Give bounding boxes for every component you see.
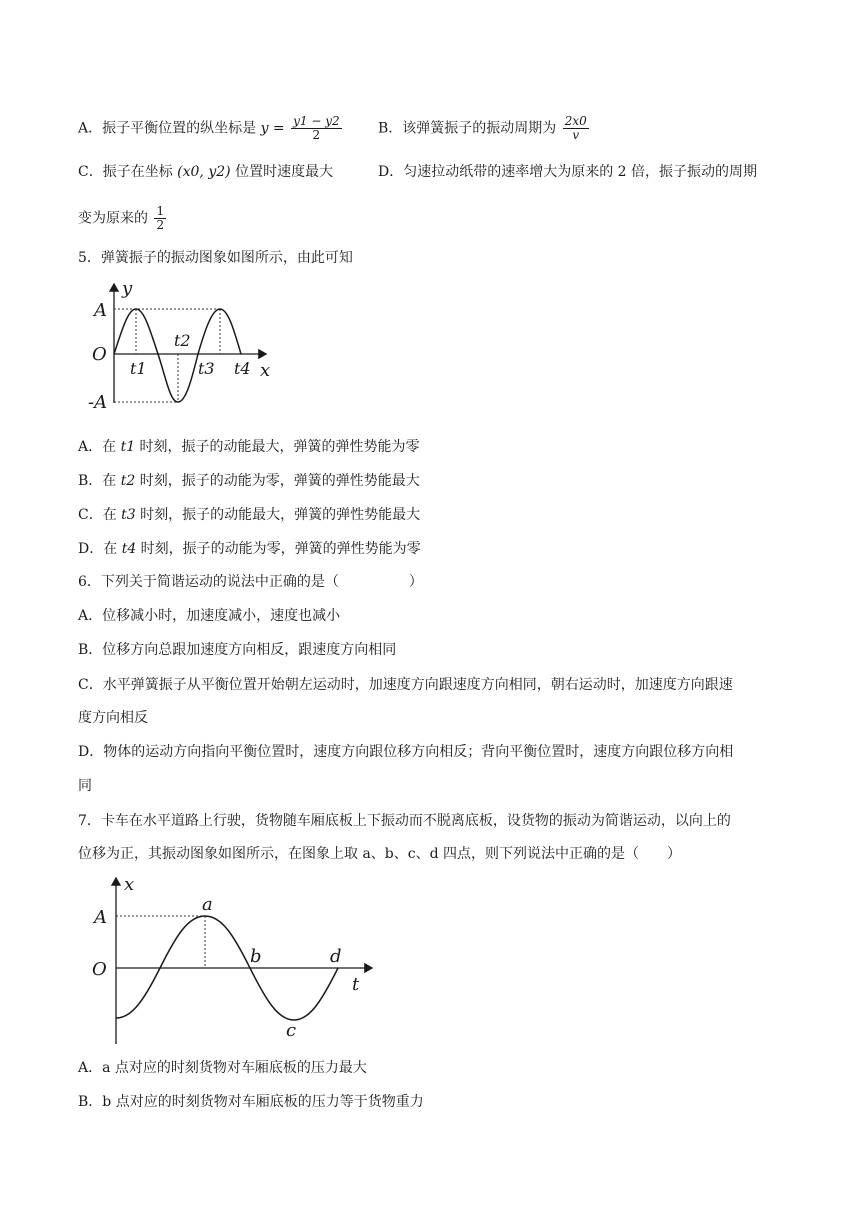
q6-option-c: C．水平弹簧振子从平衡位置开始朝左运动时，加速度方向跟速度方向相同，朝右运动时，加速度方向跟速: [78, 677, 733, 693]
q7-graph-amp: A: [94, 907, 107, 928]
q7-option-a: A．a 点对应的时刻货物对车厢底板的压力最大: [78, 1060, 367, 1076]
q4-option-d-cont: [78, 205, 168, 232]
q5-graph-y-label: y: [122, 278, 133, 299]
q6-option-c-cont: 度方向相反: [78, 710, 148, 726]
q4-option-d: D．匀速拉动纸带的速率增大为原来的 2 倍，振子振动的周期: [378, 164, 758, 180]
q4-option-c-post: 位置时速度最大: [235, 164, 334, 180]
q4-option-a-lhs: y =: [260, 120, 285, 137]
q6-option-d-cont: 同: [78, 778, 92, 794]
q7-graph-point-a: a: [202, 894, 213, 915]
q5-option-d-post: 时刻，振子的动能为零，弹簧的弹性势能为零: [136, 541, 421, 557]
q5-option-a-t: t1: [120, 439, 136, 455]
q5-option-a-post: 时刻，振子的动能最大，弹簧的弹性势能为零: [135, 439, 420, 455]
q4-option-b-text: B．该弹簧振子的振动周期为: [378, 120, 557, 137]
q7-stem-line1: 7．卡车在水平道路上行驶，货物随车厢底板上下振动而不脱离底板，设货物的振动为简谐运动，以向上的: [78, 813, 731, 829]
q5-graph-amp-neg: -A: [88, 392, 108, 413]
q4-option-a-fraction: [291, 115, 342, 142]
q4-option-d-numerator: 1: [156, 204, 165, 218]
q7-graph-origin: O: [92, 959, 107, 980]
q6-option-d: D．物体的运动方向指向平衡位置时，速度方向跟位移方向相反；背向平衡位置时，速度方向跟位移方向相: [78, 744, 734, 760]
q5-option-b-pre: B．在: [78, 473, 121, 489]
q4-option-b-denominator: v: [572, 128, 580, 142]
q5-option-a: [78, 437, 420, 457]
q4-option-a: [78, 115, 344, 142]
q7-graph: [88, 872, 388, 1052]
q4-option-b: [378, 115, 591, 142]
q4-option-c-text: C．振子在坐标: [78, 164, 173, 180]
q5-option-c-pre: C．在: [78, 507, 122, 523]
q4-option-c: [78, 162, 333, 182]
q6-stem: 6．下列关于简谐运动的说法中正确的是（ ）: [78, 574, 423, 590]
q5-option-d: [78, 539, 421, 559]
q5-option-b-t: t2: [120, 473, 136, 489]
q7-graph-y-label: x: [124, 874, 135, 895]
q4-option-a-denominator: 2: [312, 128, 321, 142]
q5-graph-t2: t2: [174, 331, 191, 350]
q4-option-b-numerator: 2x0: [564, 114, 587, 128]
q7-graph-point-b: b: [250, 946, 262, 967]
q5-option-c-post: 时刻，振子的动能最大，弹簧的弹性势能最大: [135, 507, 421, 523]
q5-option-d-t: t4: [121, 541, 137, 557]
q5-option-d-pre: D．在: [78, 541, 122, 557]
q4-option-d-denominator: 2: [156, 218, 165, 232]
q7-stem-line2: 位移为正，其振动图象如图所示，在图象上取 a、b、c、d 四点，则下列说法中正确的是（ ）: [78, 846, 682, 862]
q4-option-d-cont-text: 变为原来的: [78, 210, 148, 227]
q7-option-b: B．b 点对应的时刻货物对车厢底板的压力等于货物重力: [78, 1094, 424, 1110]
q5-option-c-t: t3: [121, 507, 136, 523]
q7-graph-point-d: d: [330, 946, 342, 967]
q5-graph-amp-pos: A: [94, 300, 107, 321]
q5-graph-origin: O: [92, 344, 107, 365]
q5-graph-t3: t3: [198, 359, 215, 378]
q5-graph-t1: t1: [130, 359, 147, 378]
q5-option-b-post: 时刻，振子的动能为零，弹簧的弹性势能最大: [135, 473, 420, 489]
q7-graph-x-label: t: [352, 974, 360, 995]
q4-option-a-numerator: y1 − y2: [293, 114, 340, 128]
q6-option-b: B．位移方向总跟加速度方向相反，跟速度方向相同: [78, 642, 397, 658]
q4-option-d-fraction: [154, 205, 166, 232]
q5-option-a-pre: A．在: [78, 439, 121, 455]
q5-graph-x-label: x: [260, 360, 271, 381]
q5-graph-t4: t4: [234, 359, 251, 378]
q7-graph-point-c: c: [286, 1020, 297, 1041]
q4-option-a-text: A．振子平衡位置的纵坐标是: [78, 120, 261, 137]
q5-option-b: [78, 471, 420, 491]
q6-option-a: A．位移减小时，加速度减小，速度也减小: [78, 608, 341, 624]
q4-option-b-fraction: [563, 115, 589, 142]
q5-stem: 5．弹簧振子的振动图象如图所示，由此可知: [78, 250, 353, 266]
q4-option-c-coord: (x0, y2): [177, 164, 231, 180]
q5-graph: [88, 278, 288, 428]
q5-option-c: [78, 505, 420, 525]
